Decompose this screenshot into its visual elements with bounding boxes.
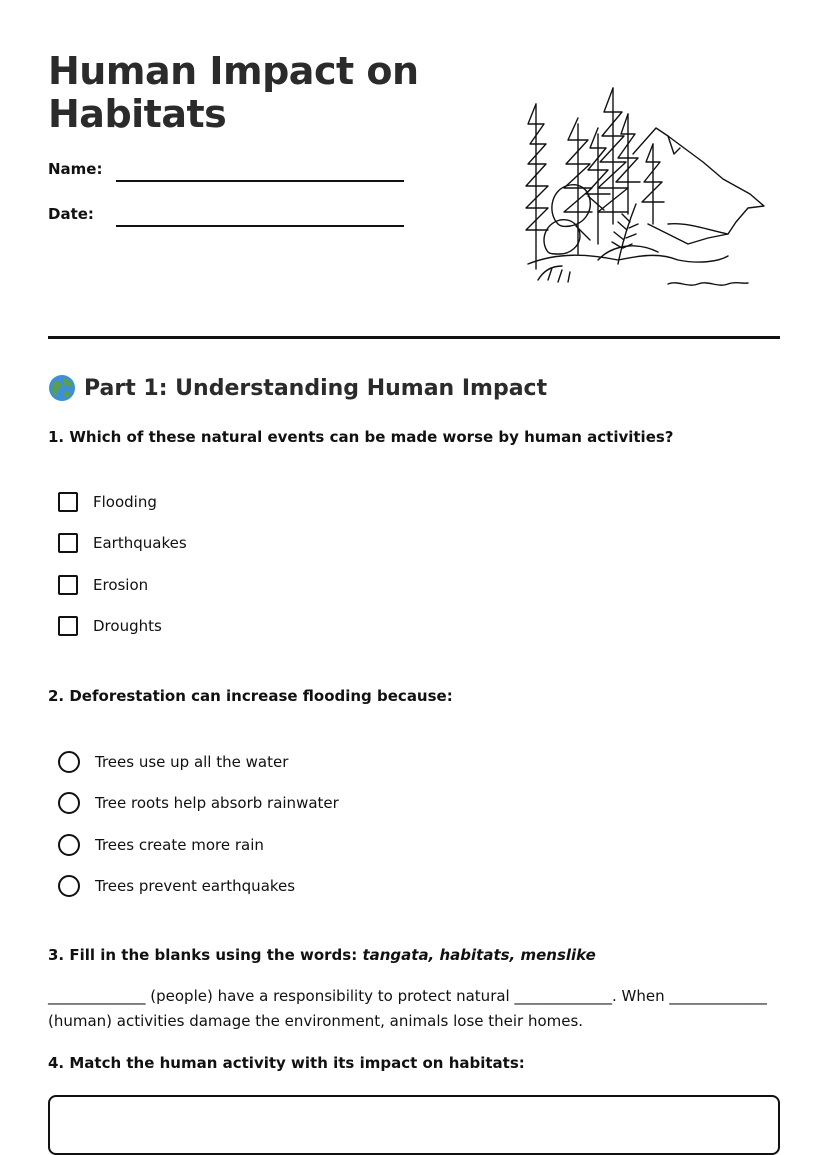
matching-box[interactable]: [48, 1095, 780, 1155]
date-field[interactable]: [116, 225, 404, 227]
checkbox[interactable]: [58, 533, 78, 553]
checkbox[interactable]: [58, 616, 78, 636]
option-label: Trees create more rain: [95, 836, 264, 854]
page-title: Human Impact on Habitats: [48, 49, 419, 136]
option-label: Trees prevent earthquakes: [95, 877, 296, 895]
section-divider: [48, 336, 780, 339]
question-4: 4. Match the human activity with its impact on habitats:: [48, 1054, 525, 1072]
part1-heading-text: Part 1: Understanding Human Impact: [84, 375, 548, 401]
option-label: Tree roots help absorb rainwater: [95, 794, 339, 812]
q2-option-3[interactable]: [58, 834, 264, 856]
option-label: Earthquakes: [93, 534, 187, 552]
name-label: Name:: [48, 160, 103, 178]
forest-illustration: [518, 84, 770, 294]
checkbox[interactable]: [58, 575, 78, 595]
option-label: Trees use up all the water: [95, 753, 289, 771]
globe-icon: [48, 374, 76, 402]
checkbox[interactable]: [58, 492, 78, 512]
question-3: [48, 946, 596, 964]
q1-option-droughts[interactable]: [58, 616, 162, 636]
question-3-text: 3. Fill in the blanks using the words:: [48, 946, 358, 964]
radio-button[interactable]: [58, 751, 80, 773]
radio-button[interactable]: [58, 792, 80, 814]
q2-option-2[interactable]: [58, 792, 339, 814]
question-2: 2. Deforestation can increase flooding because:: [48, 687, 453, 705]
option-label: Erosion: [93, 576, 149, 594]
q1-option-earthquakes[interactable]: [58, 533, 187, 553]
fill-in-blanks-text[interactable]: _____________ (people) have a responsibility to protect natural _____________. When _____________ (human) activities damage the environment, animals lose their homes.: [48, 987, 767, 1030]
option-label: Droughts: [93, 617, 162, 635]
question-1: 1. Which of these natural events can be made worse by human activities?: [48, 428, 674, 446]
word-bank: tangata, habitats, menslike: [362, 946, 596, 964]
radio-button[interactable]: [58, 834, 80, 856]
date-label: Date:: [48, 205, 94, 223]
radio-button[interactable]: [58, 875, 80, 897]
q1-option-flooding[interactable]: [58, 492, 157, 512]
part1-heading: [48, 374, 547, 402]
option-label: Flooding: [93, 493, 157, 511]
name-field[interactable]: [116, 180, 404, 182]
q1-option-erosion[interactable]: [58, 575, 148, 595]
q2-option-4[interactable]: [58, 875, 295, 897]
q2-option-1[interactable]: [58, 751, 288, 773]
